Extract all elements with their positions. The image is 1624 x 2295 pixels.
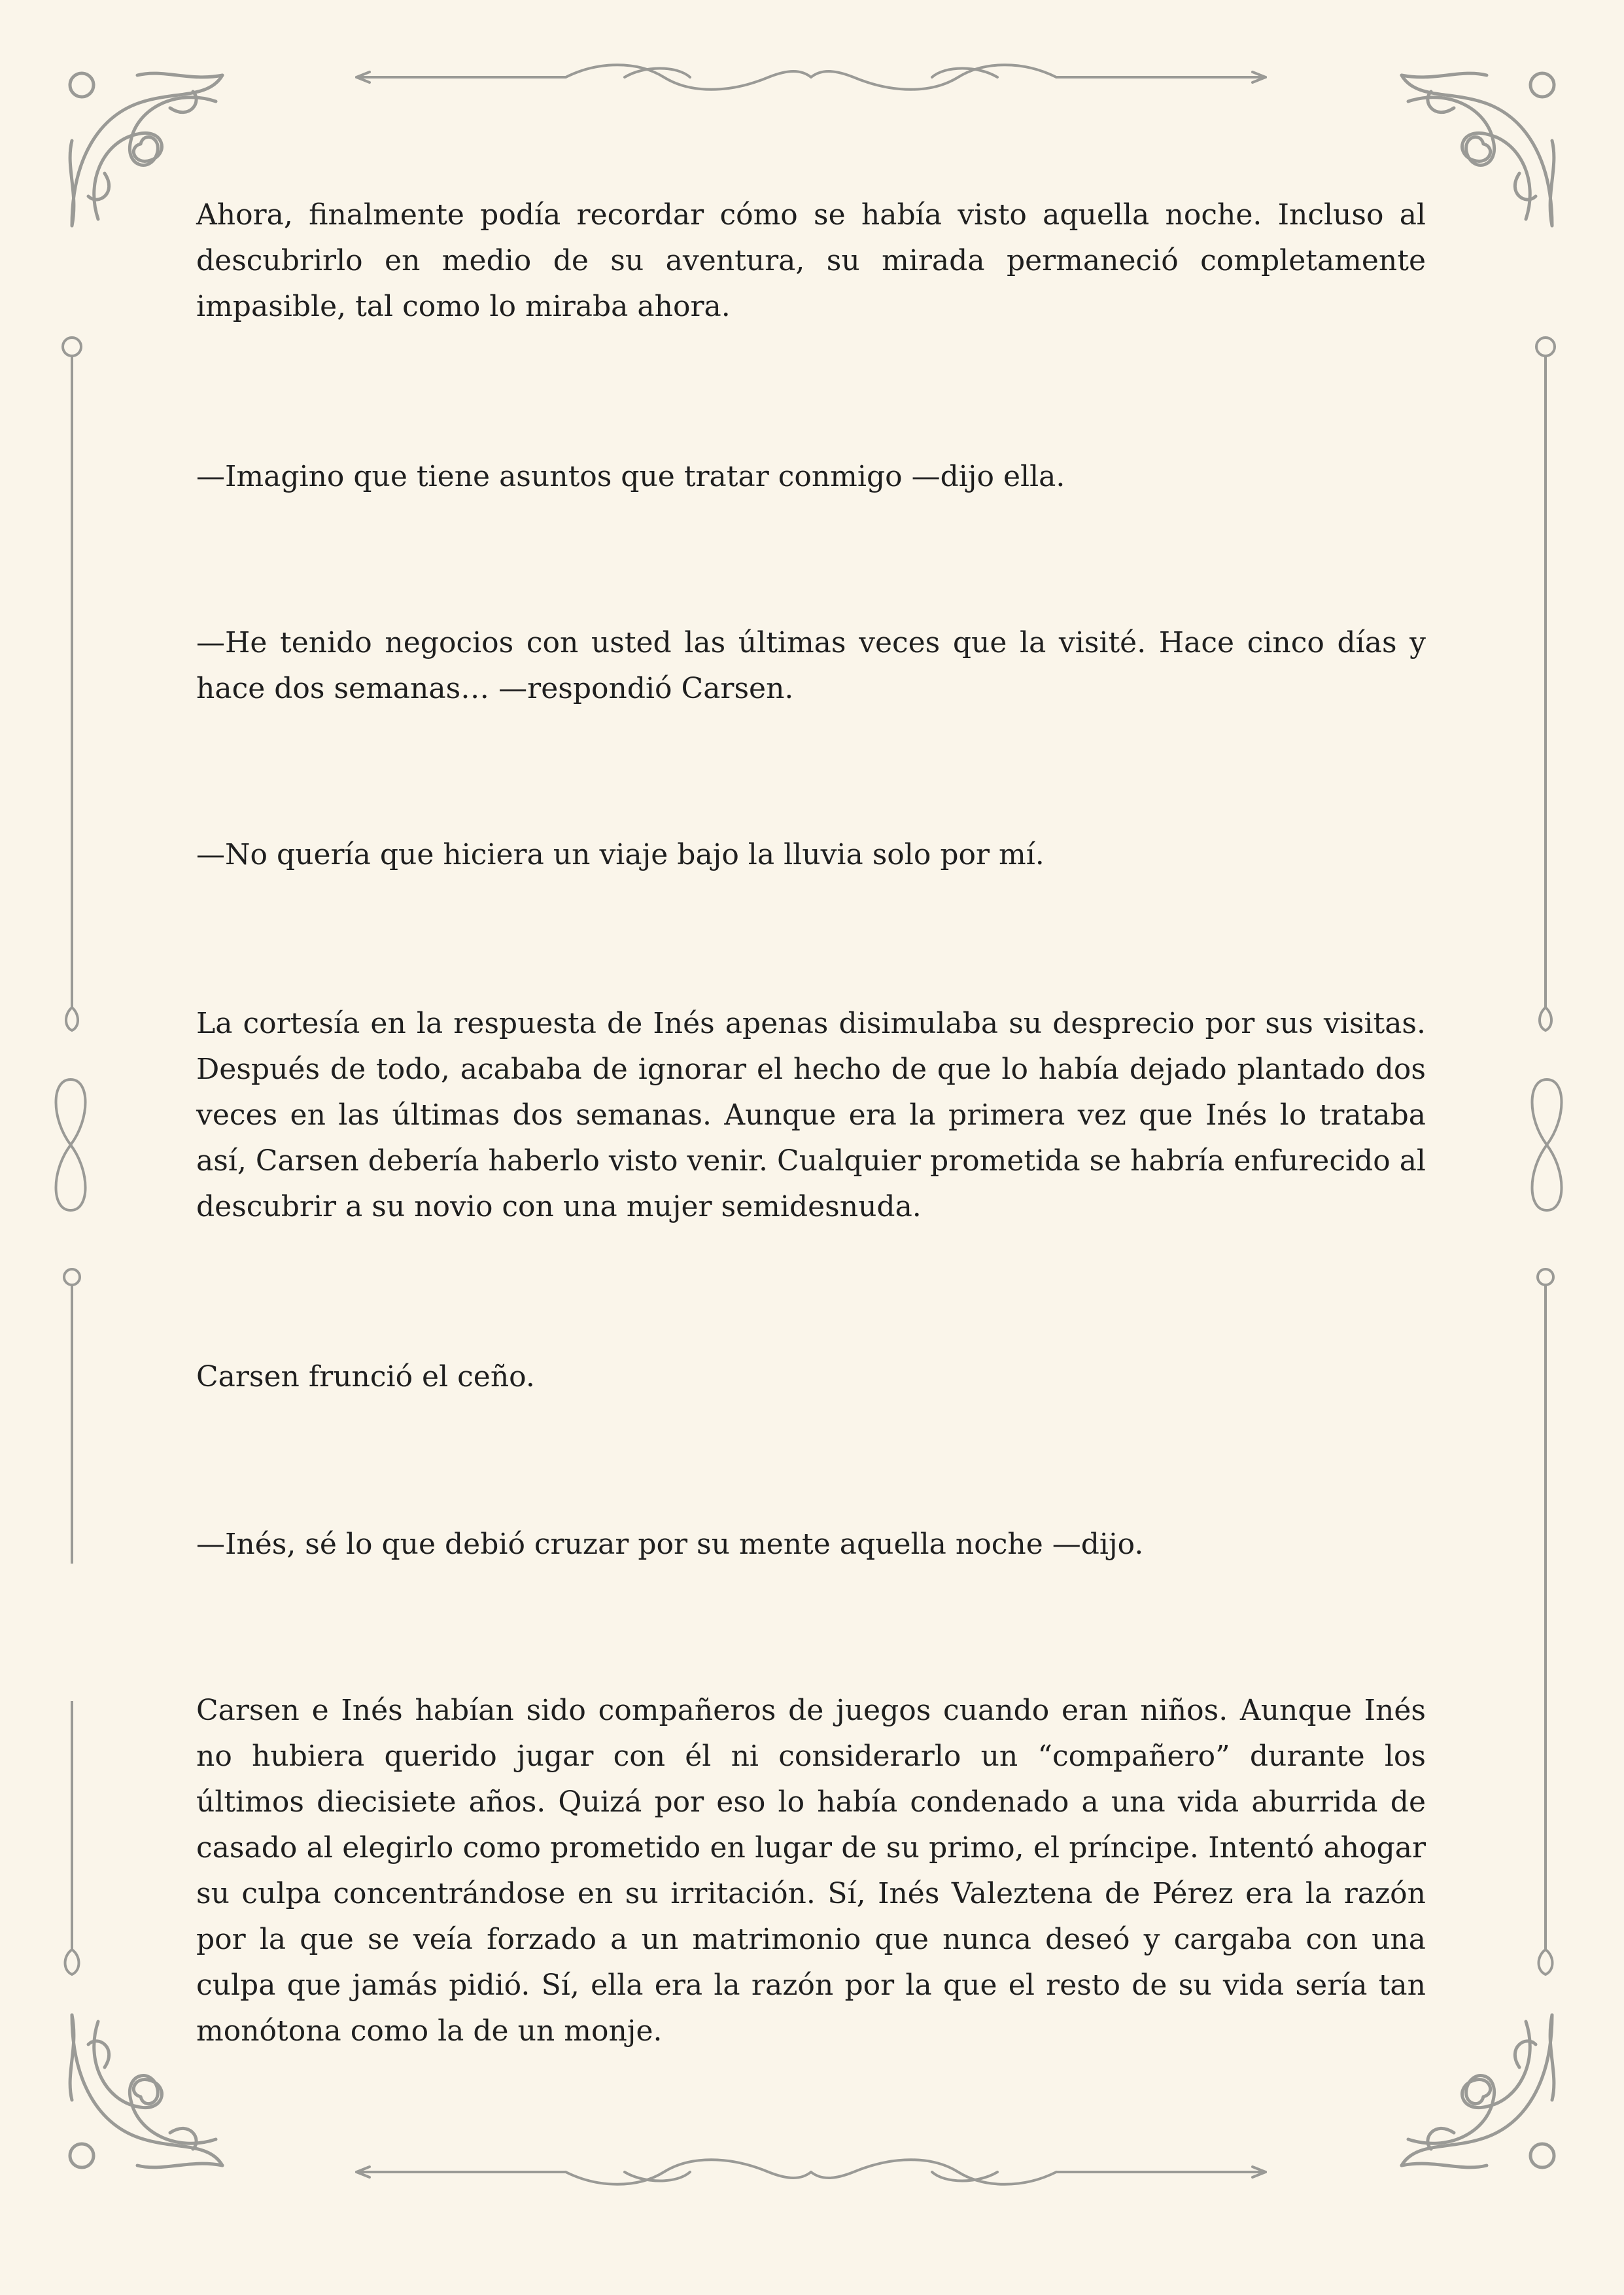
paragraph-1: Ahora, finalmente podía recordar cómo se había visto aquella noche. Incluso al descubrirlo en medio de su aventura, su mirada permaneció completamente impasible, tal como lo miraba ahora. (196, 198, 1426, 323)
paragraph-2: —Imagino que tiene asuntos que tratar conmigo —dijo ella. (196, 460, 1065, 493)
left-infinity-icon (44, 1066, 97, 1223)
left-rule-lower-icon (52, 1701, 92, 1976)
paragraph-7: —Inés, sé lo que debió cruzar por su mente aquella noche —dijo. (196, 1528, 1144, 1561)
paragraph-3: —He tenido negocios con usted las últimas veces que la visité. Hace cinco días y hace dos semanas… —respondió Carsen. (196, 626, 1426, 705)
right-rule-lower-icon (1526, 1263, 1565, 1976)
top-flourish-icon (350, 58, 1272, 97)
paragraph-6: Carsen frunció el ceño. (196, 1360, 535, 1393)
paragraph-8: Carsen e Inés habían sido compañeros de juegos cuando eran niños. Aunque Inés no hubiera querido jugar con él ni considerarlo un “compañero” durante los últimos diecisiete años. Quizá por eso lo había condenado a una vida aburrida de casado al elegirlo como prometido en lugar de su primo, el príncipe. Intentó ahogar su culpa concentrándose en su irritación. Sí, Inés Valeztena de Pérez era la razón por la que se veía forzado a un matrimonio que nunca deseó y cargaba con una culpa que jamás pidió. Sí, ella era la razón por la que el resto de su vida sería tan monótona como la de un monje. (196, 1694, 1426, 2048)
bottom-flourish-icon (350, 2152, 1272, 2192)
left-rule-middle-icon (52, 1263, 92, 1570)
right-infinity-icon (1521, 1066, 1573, 1223)
left-rule-upper-icon (52, 327, 92, 1034)
paragraph-4: —No quería que hiciera un viaje bajo la lluvia solo por mí. (196, 838, 1045, 871)
right-rule-upper-icon (1526, 327, 1565, 1034)
paragraph-5: La cortesía en la respuesta de Inés apenas disimulaba su desprecio por sus visitas. Después de todo, acababa de ignorar el hecho de que lo había dejado plantado dos veces en las últimas dos semanas. Aunque era la primera vez que Inés lo trataba así, Carsen debería haberlo visto venir. Cualquier prometida se habría enfurecido al descubrir a su novio con una mujer semidesnuda. (196, 1007, 1426, 1223)
